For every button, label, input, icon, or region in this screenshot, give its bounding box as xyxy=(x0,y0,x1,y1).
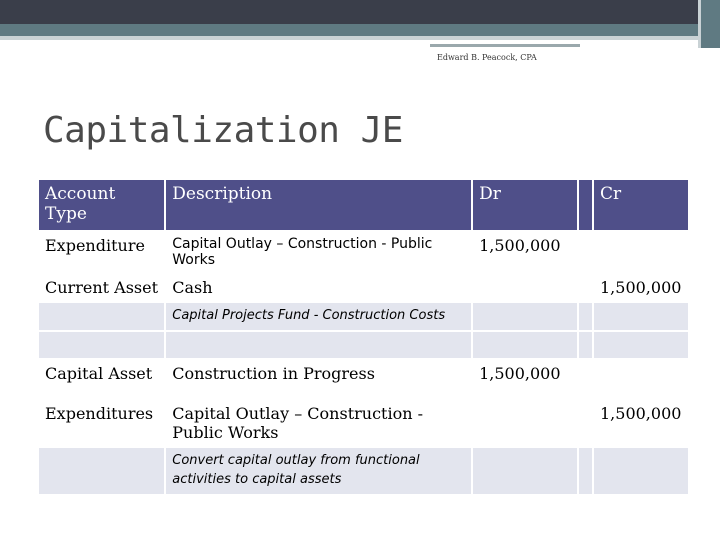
description-cell: Capital Outlay – Construction - Public Works xyxy=(166,232,471,272)
debit-cell: 1,500,000 xyxy=(473,360,577,398)
credit-cell xyxy=(594,303,688,330)
slide-title: Capitalization JE xyxy=(43,110,403,151)
debit-cell: 1,500,000 xyxy=(473,232,577,272)
credit-cell xyxy=(594,232,688,272)
table-row xyxy=(39,274,688,301)
header-rule xyxy=(430,44,580,47)
account-type-cell: Expenditures xyxy=(39,400,164,446)
table-row xyxy=(39,332,688,358)
spacer-cell xyxy=(579,274,592,301)
debit-cell xyxy=(473,303,577,330)
header-description: Description xyxy=(166,180,471,230)
table-row xyxy=(39,448,688,494)
description-note-cell: Convert capital outlay from functional activities to capital assets xyxy=(166,448,471,494)
table-row xyxy=(39,360,688,398)
corner-decor-block xyxy=(698,0,720,48)
top-accent-bar xyxy=(0,24,720,36)
credit-cell xyxy=(594,448,688,494)
credit-cell xyxy=(594,360,688,398)
spacer-cell xyxy=(579,400,592,446)
credit-cell xyxy=(594,332,688,358)
table-header-row xyxy=(39,180,688,230)
description-cell: Construction in Progress xyxy=(166,360,471,398)
header-cr: Cr xyxy=(594,180,688,230)
account-type-cell: Expenditure xyxy=(39,232,164,272)
table-row xyxy=(39,400,688,446)
account-type-cell: Capital Asset xyxy=(39,360,164,398)
spacer-cell xyxy=(579,448,592,494)
description-cell: Capital Outlay – Construction - Public Works xyxy=(166,400,471,446)
account-type-cell xyxy=(39,332,164,358)
top-light-line xyxy=(0,36,720,40)
table-row xyxy=(39,303,688,330)
table-row xyxy=(39,232,688,272)
debit-cell xyxy=(473,448,577,494)
header-account-type: Account Type xyxy=(39,180,164,230)
spacer-cell xyxy=(579,232,592,272)
debit-cell xyxy=(473,400,577,446)
author-credit: Edward B. Peacock, CPA xyxy=(437,53,537,62)
journal-entry-table xyxy=(37,178,690,496)
header-spacer xyxy=(579,180,592,230)
description-note-cell: Capital Projects Fund - Construction Costs xyxy=(166,303,471,330)
account-type-cell xyxy=(39,448,164,494)
debit-cell xyxy=(473,332,577,358)
header-dr: Dr xyxy=(473,180,577,230)
account-type-cell: Current Asset xyxy=(39,274,164,301)
description-cell xyxy=(166,332,471,358)
description-cell: Cash xyxy=(166,274,471,301)
credit-cell: 1,500,000 xyxy=(594,400,688,446)
account-type-cell xyxy=(39,303,164,330)
spacer-cell xyxy=(579,360,592,398)
debit-cell xyxy=(473,274,577,301)
top-decor-bar xyxy=(0,0,720,24)
spacer-cell xyxy=(579,332,592,358)
credit-cell: 1,500,000 xyxy=(594,274,688,301)
spacer-cell xyxy=(579,303,592,330)
